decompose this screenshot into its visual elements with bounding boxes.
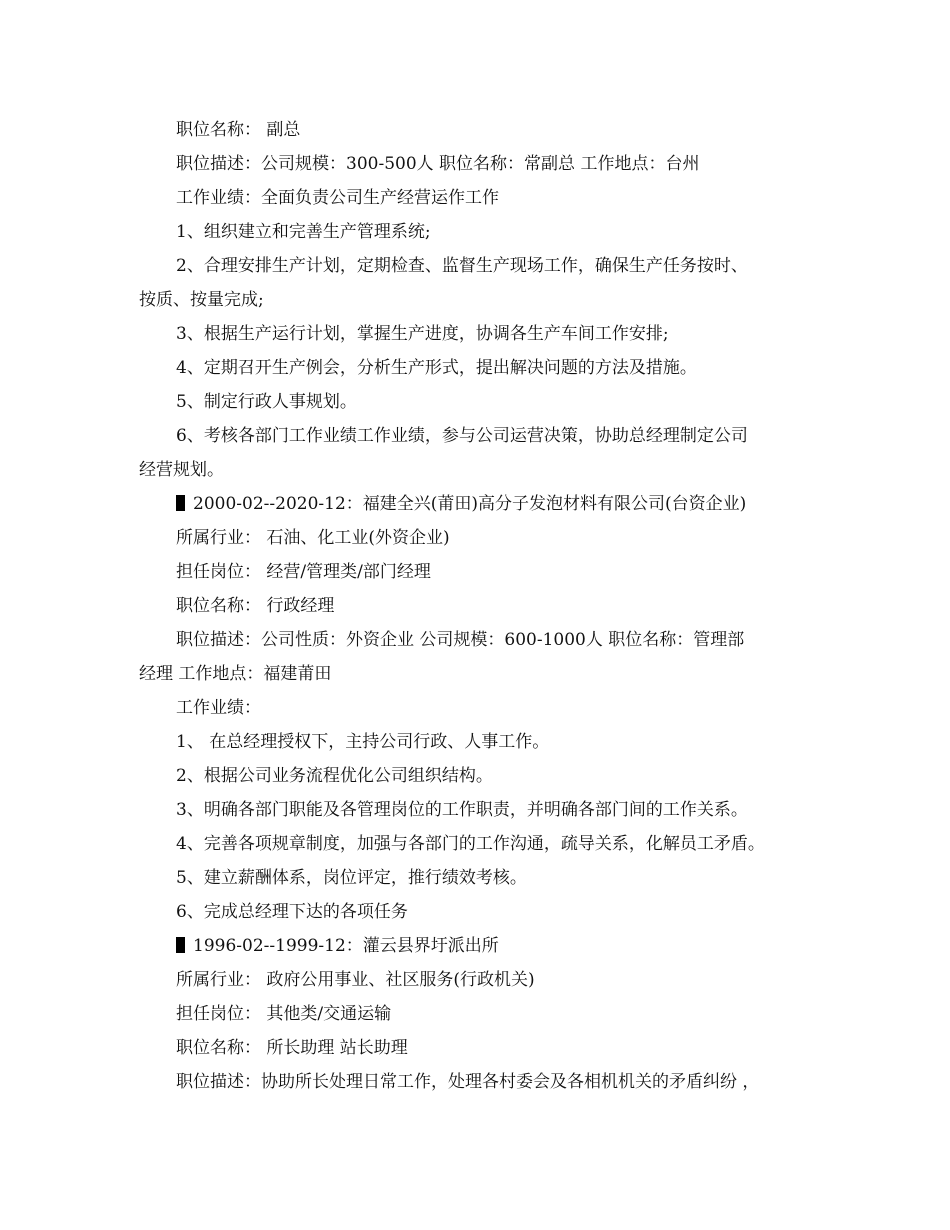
- list-item: 5、建立薪酬体系，岗位评定，推行绩效考核。: [176, 868, 527, 888]
- list-item: 2、根据公司业务流程优化公司组织结构。: [176, 766, 493, 786]
- list-item: 3、根据生产运行计划，掌握生产进度，协调各生产车间工作安排;: [176, 324, 669, 344]
- position-description-line: 职位描述：公司性质：外资企业 公司规模：600-1000人 职位名称：管理部: [176, 630, 745, 650]
- position-description-line: 职位描述：公司规模：300-500人 职位名称：常副总 工作地点：台州: [176, 154, 700, 174]
- job-entry-text: 2000-02--2020-12：福建全兴(莆田)高分子发泡材料有限公司(台资企业): [193, 494, 747, 514]
- list-item: 6、考核各部门工作业绩工作业绩，参与公司运营决策，协助总经理制定公司: [176, 426, 748, 446]
- position-title-line: 职位名称： 行政经理: [176, 596, 335, 616]
- list-item: 2、合理安排生产计划，定期检查、监督生产现场工作，确保生产任务按时、: [176, 256, 748, 276]
- industry-line: 所属行业： 政府公用事业、社区服务(行政机关): [176, 970, 535, 990]
- post-line: 担任岗位： 经营/管理类/部门经理: [176, 562, 431, 582]
- list-item: 6、完成总经理下达的各项任务: [176, 902, 408, 922]
- list-item: 1、 在总经理授权下，主持公司行政、人事工作。: [176, 732, 550, 752]
- list-item-continuation: 经营规划。: [139, 460, 224, 480]
- job-entry-text: 1996-02--1999-12：灌云县界圩派出所: [193, 936, 499, 956]
- position-title-line: 职位名称： 所长助理 站长助理: [176, 1038, 408, 1058]
- list-item: 1、组织建立和完善生产管理系统;: [176, 222, 431, 242]
- position-description-line: 职位描述：协助所长处理日常工作，处理各村委会及各相机机关的矛盾纠纷 ，: [176, 1072, 760, 1092]
- job-entry-heading: [176, 493, 746, 515]
- section-marker-icon: [176, 937, 185, 953]
- job-entry-heading: [176, 935, 499, 957]
- position-title-line: 职位名称： 副总: [176, 120, 301, 140]
- list-item-continuation: 按质、按量完成;: [139, 290, 264, 310]
- industry-line: 所属行业： 石油、化工业(外资企业): [176, 528, 450, 548]
- performance-line: 工作业绩：全面负责公司生产经营运作工作: [176, 188, 499, 208]
- section-marker-icon: [176, 495, 185, 511]
- list-item: 4、完善各项规章制度，加强与各部门的工作沟通，疏导关系，化解员工矛盾。: [176, 834, 765, 854]
- performance-line: 工作业绩：: [176, 698, 261, 718]
- list-item: 4、定期召开生产例会，分析生产形式，提出解决问题的方法及措施。: [176, 358, 697, 378]
- list-item: 5、制定行政人事规划。: [176, 392, 357, 412]
- post-line: 担任岗位： 其他类/交通运输: [176, 1004, 392, 1024]
- position-description-continuation: 经理 工作地点：福建莆田: [139, 664, 332, 684]
- list-item: 3、明确各部门职能及各管理岗位的工作职责，并明确各部门间的工作关系。: [176, 800, 748, 820]
